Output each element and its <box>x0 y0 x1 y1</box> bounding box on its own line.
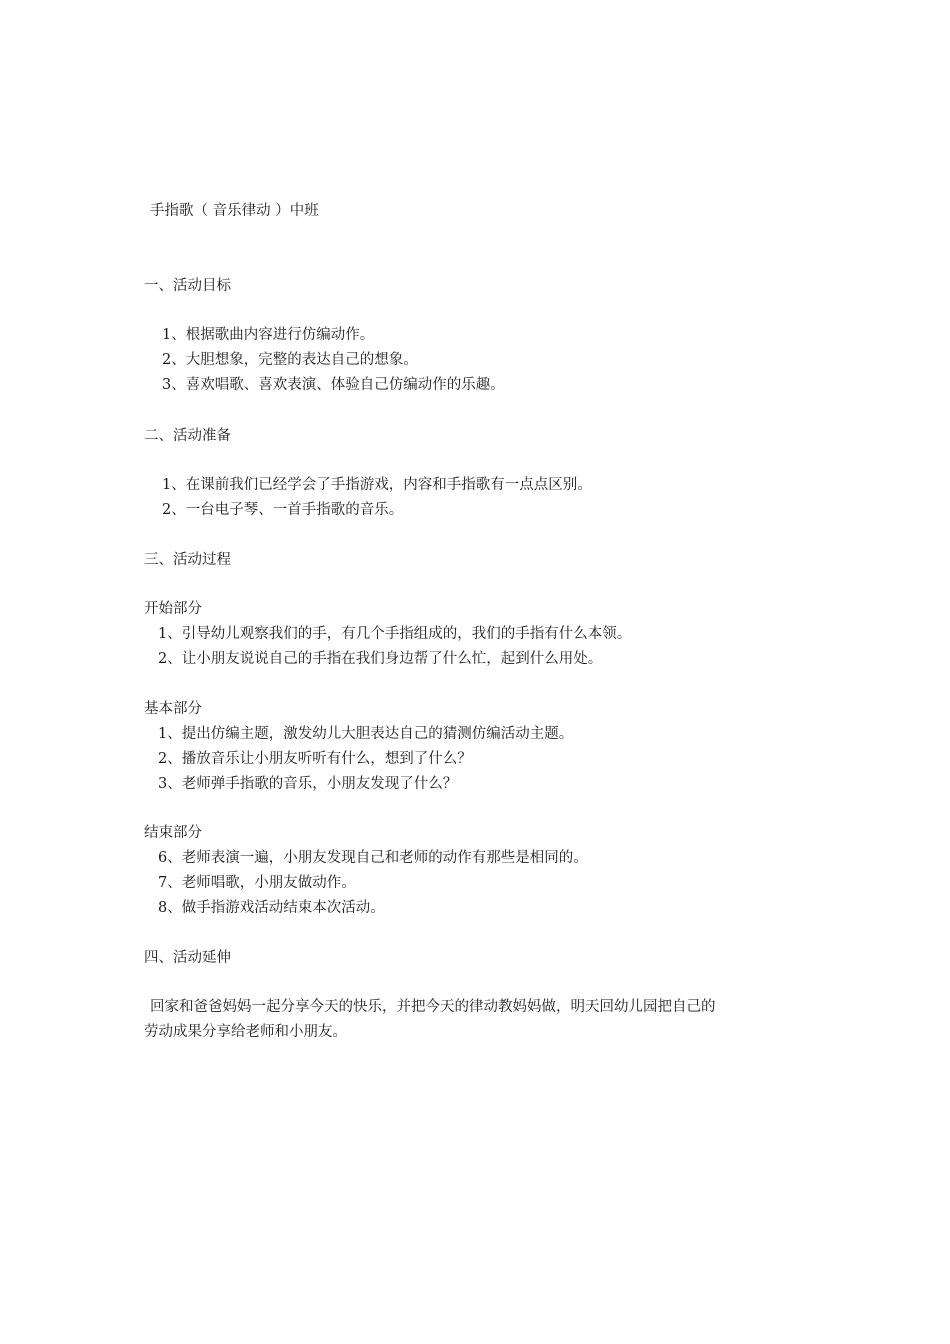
goal-item: 3、喜欢唱歌、喜欢表演、体验自己仿编动作的乐趣。 <box>162 377 505 393</box>
process-item: 2、让小朋友说说自己的手指在我们身边帮了什么忙，起到什么用处。 <box>158 651 603 667</box>
section-heading-process: 三、活动过程 <box>144 552 231 568</box>
section-heading-preparation: 二、活动准备 <box>144 428 231 444</box>
preparation-item: 2、一台电子琴、一首手指歌的音乐。 <box>162 502 404 518</box>
process-item: 1、提出仿编主题，激发幼儿大胆表达自己的猜测仿编活动主题。 <box>158 726 574 742</box>
section-heading-extension: 四、活动延伸 <box>144 950 231 966</box>
process-item: 6、老师表演一遍，小朋友发现自己和老师的动作有那些是相同的。 <box>158 850 588 866</box>
process-item: 3、老师弹手指歌的音乐，小朋友发现了什么？ <box>158 776 458 792</box>
subsection-label-basic: 基本部分 <box>144 701 202 717</box>
preparation-item: 1、在课前我们已经学会了手指游戏，内容和手指歌有一点点区别。 <box>162 477 592 493</box>
process-item: 2、播放音乐让小朋友听听有什么，想到了什么？ <box>158 751 472 767</box>
extension-paragraph-line: 劳动成果分享给老师和小朋友。 <box>144 1024 347 1040</box>
goal-item: 2、大胆想象，完整的表达自己的想象。 <box>162 352 418 368</box>
extension-paragraph-line: 回家和爸爸妈妈一起分享今天的快乐，并把今天的律动教妈妈做，明天回幼儿园把自己的 <box>150 999 716 1015</box>
process-item: 1、引导幼儿观察我们的手，有几个手指组成的，我们的手指有什么本领。 <box>158 626 632 642</box>
goal-item: 1、根据歌曲内容进行仿编动作。 <box>162 327 375 343</box>
subsection-label-start: 开始部分 <box>144 601 202 617</box>
process-item: 7、老师唱歌，小朋友做动作。 <box>158 875 356 891</box>
subsection-label-end: 结束部分 <box>144 825 202 841</box>
section-heading-goals: 一、活动目标 <box>144 278 231 294</box>
document-title: 手指歌（ 音乐律动 ）中班 <box>150 203 319 219</box>
process-item: 8、做手指游戏活动结束本次活动。 <box>158 900 385 916</box>
